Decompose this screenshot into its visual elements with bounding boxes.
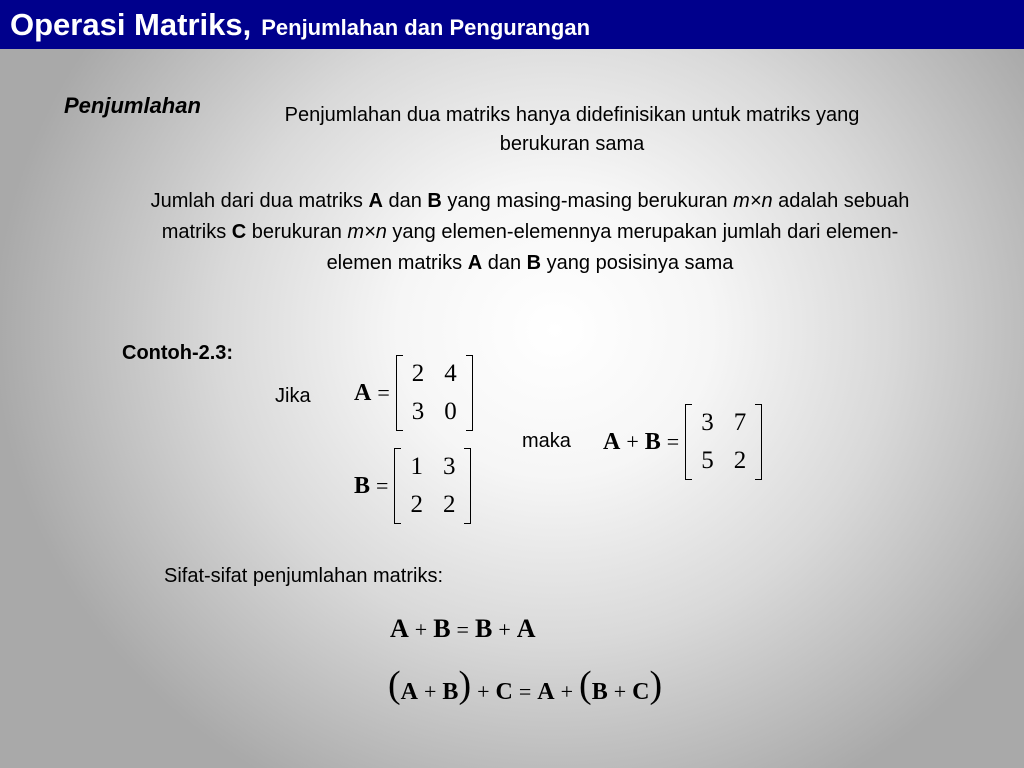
properties-label: Sifat-sifat penjumlahan matriks:: [164, 565, 444, 587]
associative-law: (A + B) + C = A + (B + C): [388, 664, 663, 706]
matrix-b-equation: [354, 448, 471, 524]
matrix-a-name: A: [354, 379, 372, 406]
matrix-a-equation: [354, 355, 473, 431]
sum-b-name: B: [644, 428, 661, 455]
plus-sign: +: [626, 429, 639, 454]
equals-sign: =: [377, 380, 390, 405]
equals-sign: =: [666, 429, 680, 454]
sum-a-name: A: [603, 428, 621, 455]
intro-paragraph: Penjumlahan dua matriks hanya didefinisikan untuk matriks yang berukuran sama: [284, 104, 860, 155]
equals-sign: =: [376, 473, 389, 498]
definition-paragraph: Jumlah dari dua matriks A dan B yang masing-masing berukuran m×n adalah sebuah matriks C berukuran m×n yang elemen-elemennya merupakan jumlah dari elemen-elemen matriks A dan B yang posisinya sama: [150, 190, 910, 274]
sum-equation: [603, 404, 762, 480]
matrix-a: 2 4 3 0: [396, 355, 473, 431]
section-heading: Penjumlahan: [64, 93, 201, 118]
jika-label: Jika: [275, 385, 311, 407]
maka-label: maka: [522, 430, 571, 452]
title-bar: [0, 0, 1024, 49]
commutative-law: A + B = B + A: [390, 614, 536, 643]
example-label: Contoh-2.3:: [122, 342, 234, 364]
slide-subtitle: Penjumlahan dan Pengurangan: [261, 14, 591, 40]
slide-title: Operasi Matriks,: [10, 6, 252, 42]
matrix-b-name: B: [354, 472, 371, 499]
matrix-b: 1 3 2 2: [394, 448, 471, 524]
matrix-sum: 3 7 5 2: [685, 404, 762, 480]
